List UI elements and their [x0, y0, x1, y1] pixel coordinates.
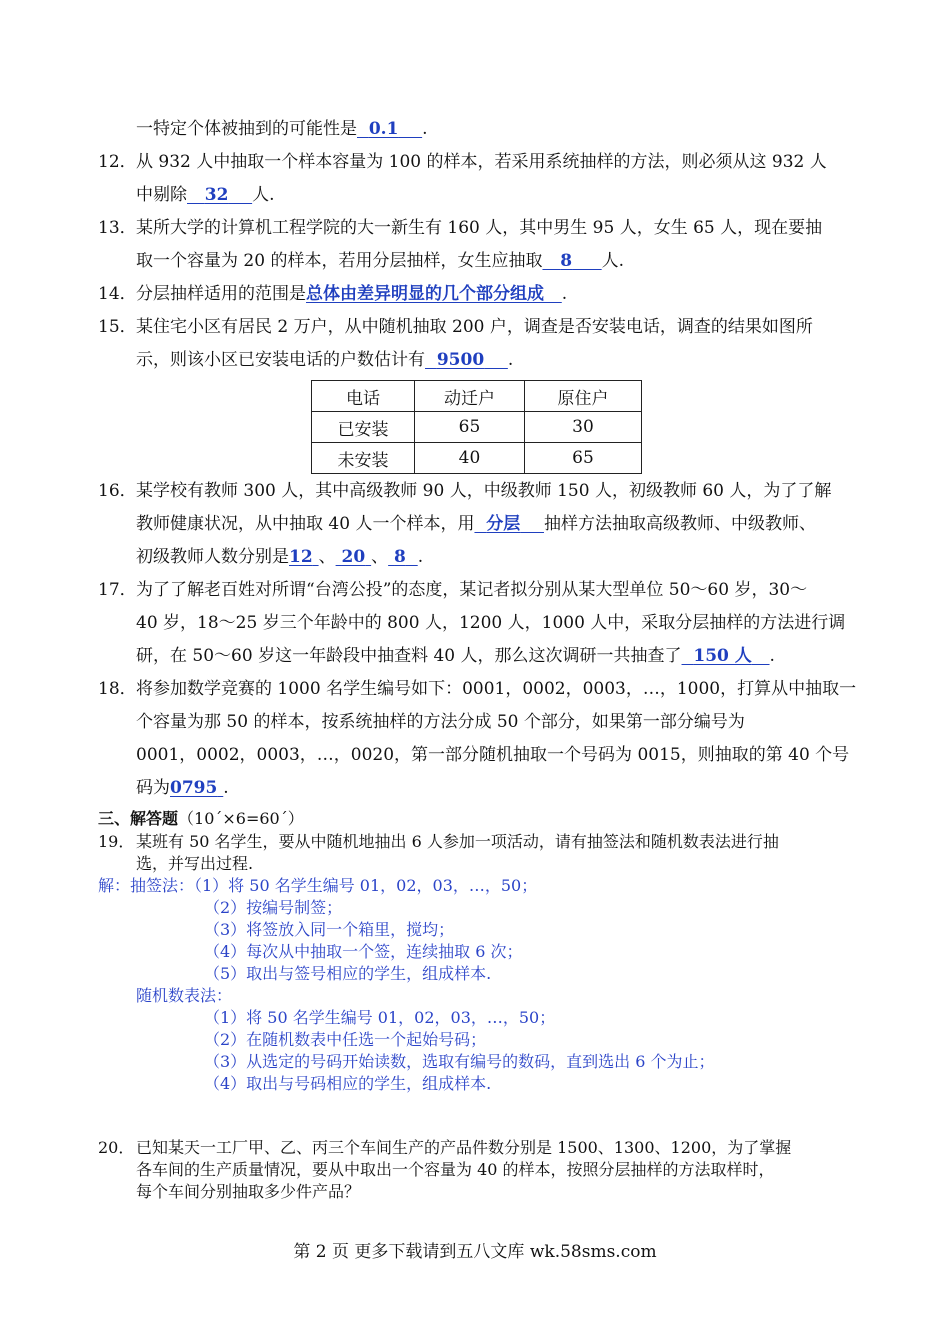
q17-line2: 40 岁，18～25 岁三个年龄中的 800 人，1200 人，1000 人中，采取分层抽样的方法进行调 [136, 613, 846, 633]
q15-line2: 示，则该小区已安装电话的户数估计有 9500 . [136, 350, 514, 370]
q16-line3: 初级教师人数分别是12 、 20 、 8 . [136, 547, 424, 567]
table-row [312, 412, 642, 443]
q14-line: 14．分层抽样适用的范围是总体由差异明显的几个部分组成 . [98, 284, 568, 304]
q18-line3: 0001，0002，0003，…，0020，第一部分随机抽取一个号码为 0015，则抽取的第 40 个号 [136, 745, 850, 765]
q20-line1: 20． 已知某天一工厂甲、乙、丙三个车间生产的产品件数分别是 1500、1300、1200，为了掌握 [98, 1138, 792, 1157]
sol19-head: 解：抽签法：（1）将 50 名学生编号 01，02，03，…，50； [98, 876, 538, 895]
sol19-step: （1）将 50 名学生编号 01，02，03，…，50； [204, 1008, 556, 1027]
q16-line1: 16．某学校有教师 300 人，其中高级教师 90 人，中级教师 150 人，初级教师 60 人，为了了解 [98, 481, 832, 501]
q15-line1: 15．某住宅小区有居民 2 万户，从中随机抽取 200 户，调查是否安装电话，调查的结果如图所 [98, 317, 813, 337]
table-cell: 已安装 [312, 412, 415, 443]
q18-line1: 18．将参加数学竞赛的 1000 名学生编号如下：0001，0002，0003，…，1000，打算从中抽取一 [98, 679, 857, 699]
table-cell: 65 [525, 443, 642, 474]
table-cell: 未安装 [312, 443, 415, 474]
q12-line2: 中剔除 32 人. [136, 185, 275, 205]
q11-line: 一特定个体被抽到的可能性是 0.1 . [136, 119, 428, 139]
sol19-step: （2）按编号制签； [204, 898, 343, 917]
q18-line2: 个容量为那 50 的样本，按系统抽样的方法分成 50 个部分，如果第一部分编号为 [136, 712, 745, 732]
table-cell: 40 [415, 443, 525, 474]
phone-survey-table [311, 380, 642, 474]
table-header-row [312, 381, 642, 412]
q13-line1: 13．某所大学的计算机工程学院的大一新生有 160 人，其中男生 95 人，女生 65 人，现在要抽 [98, 218, 823, 238]
q20-line2: 各车间的生产质量情况，要从中取出一个容量为 40 的样本，按照分层抽样的方法取样时， [136, 1160, 775, 1179]
table-header-cell: 电话 [312, 381, 415, 412]
q17-line3: 研，在 50～60 岁这一年龄段中抽查料 40 人，那么这次调研一共抽查了 150 人 . [136, 646, 775, 666]
q20-line3: 每个车间分别抽取多少件产品？ [136, 1182, 361, 1201]
sol19-step: （2）在随机数表中任选一个起始号码； [204, 1030, 487, 1049]
q17-line1: 17．为了了解老百姓对所谓“台湾公投”的态度，某记者拟分别从某大型单位 50～60 岁，30～ [98, 580, 808, 600]
page-footer: 第 2 页 更多下载请到五八文库 wk.58sms.com [293, 1242, 657, 1262]
sol19-step: （3）从选定的号码开始读数，选取有编号的数码，直到选出 6 个为止； [204, 1052, 715, 1071]
q19-line1: 19． 某班有 50 名学生，要从中随机地抽出 6 人参加一项活动，请有抽签法和随机数表法进行抽 [98, 832, 779, 851]
q12-line1: 12．从 932 人中抽取一个样本容量为 100 的样本，若采用系统抽样的方法，则必须从这 932 人 [98, 152, 827, 172]
q16-line2: 教师健康状况，从中抽取 40 人一个样本，用 分层 抽样方法抽取高级教师、中级教师、 [136, 514, 816, 534]
q18-line4: 码为0795 . [136, 778, 229, 798]
q13-line2: 取一个容量为 20 的样本，若用分层抽样，女生应抽取 8 人. [136, 251, 625, 271]
q19-line2: 选，并写出过程. [136, 854, 254, 873]
table-header-cell: 动迁户 [415, 381, 525, 412]
table-header-cell: 原住户 [525, 381, 642, 412]
section3-title: 三、解答题（10´×6=60´） [98, 809, 304, 828]
sol19-step: （3）将签放入同一个箱里，搅均； [204, 920, 455, 939]
table-cell: 65 [415, 412, 525, 443]
sol19-step: （5）取出与签号相应的学生，组成样本. [204, 964, 492, 983]
table-cell: 30 [525, 412, 642, 443]
sol19-method2: 随机数表法： [136, 986, 233, 1005]
sol19-step: （4）每次从中抽取一个签，连续抽取 6 次； [204, 942, 523, 961]
sol19-step: （4）取出与号码相应的学生，组成样本. [204, 1074, 492, 1093]
table-row [312, 443, 642, 474]
